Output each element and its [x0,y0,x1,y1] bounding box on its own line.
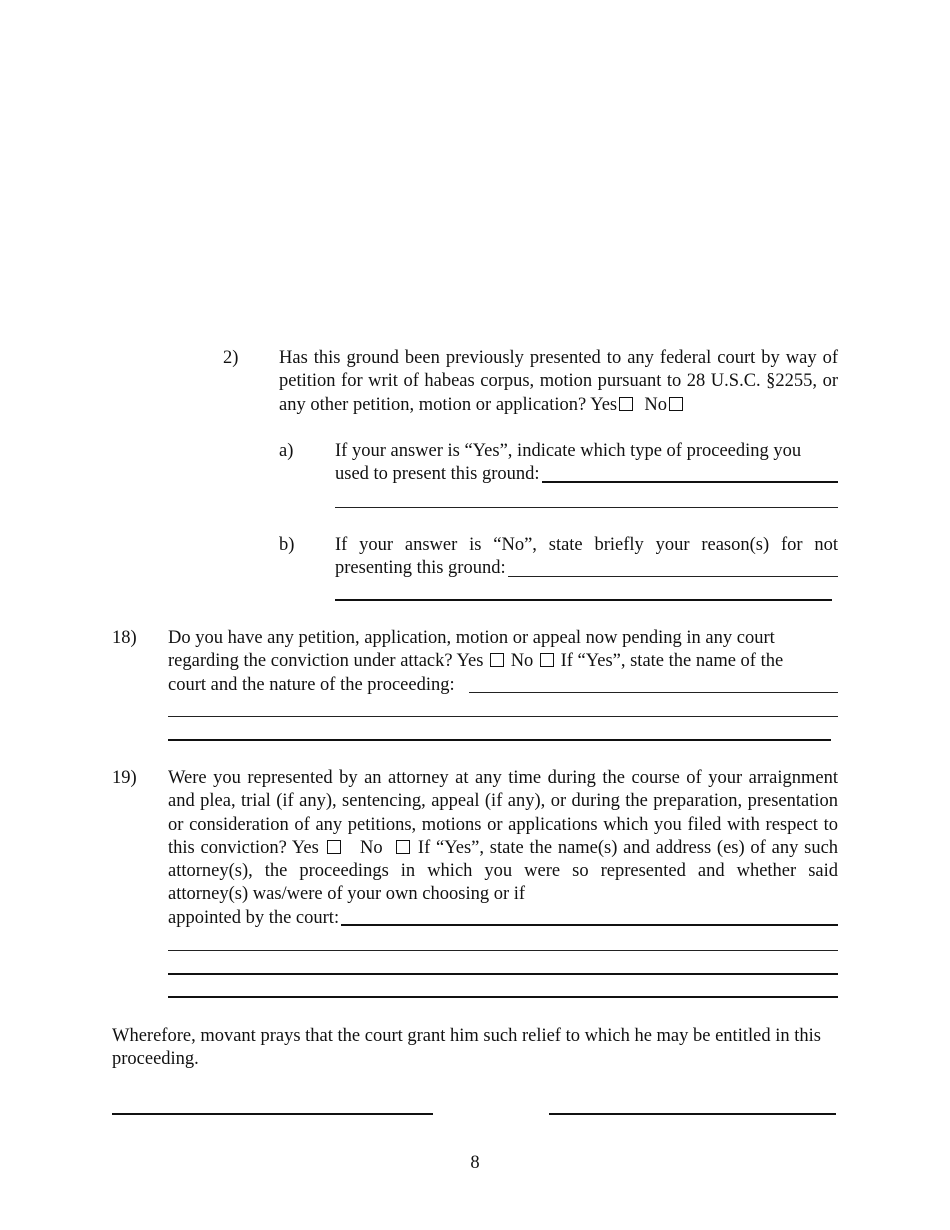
item-18-yes-checkbox[interactable] [490,653,504,667]
item-18-line1: Do you have any petition, application, motion or appeal now pending in any court [168,628,775,648]
item-18-line3-row [168,674,838,697]
item-2-no-checkbox[interactable] [669,397,683,411]
item-19-last-row [168,907,838,930]
item-2-text: Has this ground been previously presented to any federal court by way of petition for writ of habeas corpus, motion pursuant to 28 U.S.C. §2255, or any other petition, motion or application? [279,348,838,415]
item-b-line1: If your answer is “No”, state briefly your reason(s) for not [335,535,838,555]
item-a-question [335,440,838,487]
item-18-line2: regarding the conviction under attack? Yes No If “Yes”, state the name of the [168,651,784,672]
wherefore-paragraph: Wherefore, movant prays that the court grant him such relief to which he may be entitled in this proceeding. [112,1026,821,1070]
item-18-no-checkbox[interactable] [540,653,554,667]
item-19-answer-line-3[interactable] [168,973,838,975]
item-a-letter: a) [279,441,294,461]
item-19-answer-field[interactable] [341,924,838,926]
item-b-answer-field[interactable] [508,576,838,577]
item-19-question [168,767,838,930]
item-2-no-label: No [644,394,667,415]
item-2-yes-checkbox[interactable] [619,397,633,411]
item-18-number: 18) [112,628,137,648]
item-19-yes-checkbox[interactable] [327,840,341,854]
signature-line-right[interactable] [549,1113,836,1115]
item-18-line3: court and the nature of the proceeding: [168,674,455,695]
item-b-line2: presenting this ground: [335,558,506,579]
item-19-answer-line-2[interactable] [168,950,838,951]
item-a-line2: used to present this ground: [335,464,540,485]
item-18-answer-line-3[interactable] [168,739,831,741]
item-2-yes-label: Yes [590,394,618,415]
item-19-body: Were you represented by an attorney at any time during the course of your arraignment and plea, trial (if any), sentencing, appeal (if any), or during the preparation, presentation or consideration of any petitions, motions or applications which you filed with respect to this conviction? Yes No If “Yes”, state the name(s) and address (es) of any such attorney(s), the proceedings in which you were so represented and whether said attorney(s) was/were of your own choosing or if [168,768,839,905]
item-19-number: 19) [112,768,137,788]
item-18-question [168,627,838,697]
item-b-line2-row [335,557,838,580]
page-number: 8 [470,1153,480,1173]
signature-line-left[interactable] [112,1113,433,1115]
item-19-no-checkbox[interactable] [396,840,410,854]
item-a-line2-row [335,463,838,486]
item-b-question [335,534,838,581]
item-18-answer-field[interactable] [469,692,838,693]
item-19-last-line: appointed by the court: [168,907,340,928]
item-2-number: 2) [223,348,239,368]
item-19-answer-line-4[interactable] [168,996,838,998]
item-b-answer-line-2[interactable] [335,599,832,601]
item-a-answer-field[interactable] [542,481,838,483]
item-2-question [279,347,838,417]
item-a-line1: If your answer is “Yes”, indicate which type of proceeding you [335,441,802,461]
item-a-answer-line-2[interactable] [335,507,838,508]
item-18-answer-line-2[interactable] [168,716,838,717]
item-b-letter: b) [279,535,295,555]
